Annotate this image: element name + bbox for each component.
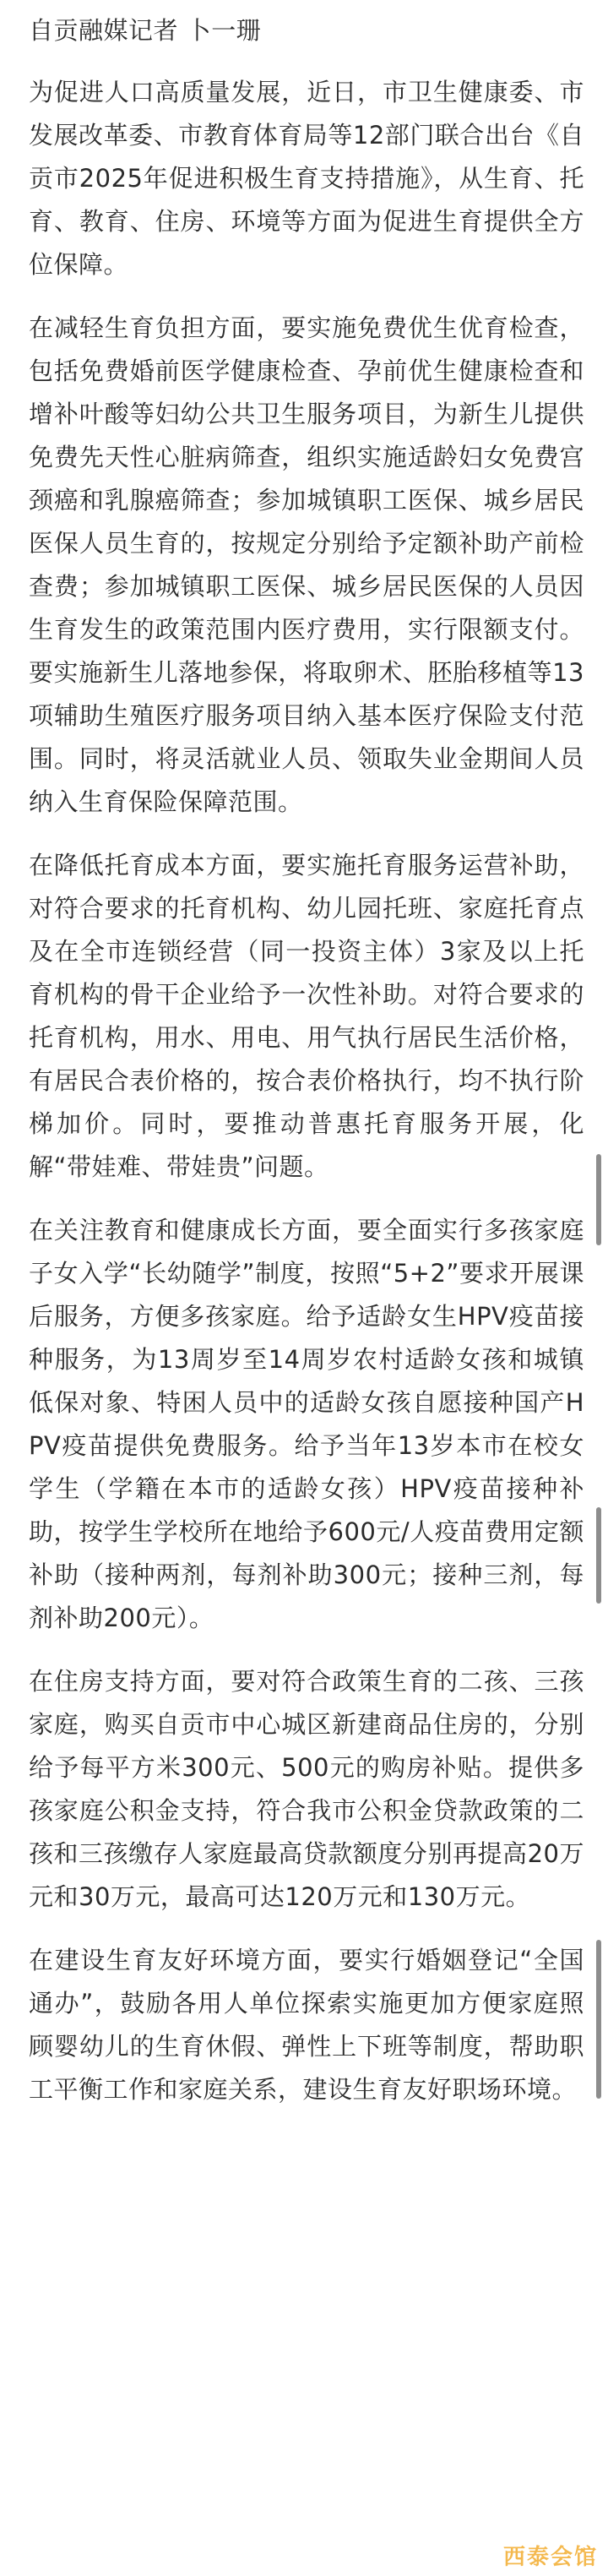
scroll-indicator[interactable]	[596, 1154, 601, 1245]
scroll-indicator[interactable]	[596, 1507, 601, 1604]
article-paragraph-housing: 在住房支持方面，要对符合政策生育的二孩、三孩家庭，购买自贡市中心城区新建商品住房的，分别给予每平方米300元、500元的购房补贴。提供多孩家庭公积金支持，符合我市公积金贷款政策的二孩和三孩缴存人家庭最高贷款额度分别再提高20万元和30万元，最高可达120万元和130万元。	[29, 1667, 584, 1911]
article-paragraph-intro: 为促进人口高质量发展，近日，市卫生健康委、市发展改革委、市教育体育局等12部门联合出台《自贡市2025年促进积极生育支持措施》，从生育、托育、教育、住房、环境等方面为促进生育提供全方位保障。	[29, 78, 584, 279]
article-paragraph-childcare-cost: 在降低托育成本方面，要实施托育服务运营补助，对符合要求的托育机构、幼儿园托班、家庭托育点及在全市连锁经营（同一投资主体）3家及以上托育机构的骨干企业给予一次性补助。对符合要求的托育机构，用水、用电、用气执行居民生活价格，有居民合表价格的，按合表价格执行，均不执行阶梯加价。同时，要推动普惠托育服务开展，化解“带娃难、带娃贵”问题。	[29, 851, 584, 1181]
article-paragraph-birth-burden: 在减轻生育负担方面，要实施免费优生优育检查，包括免费婚前医学健康检查、孕前优生健康检查和增补叶酸等妇幼公共卫生服务项目，为新生儿提供免费先天性心脏病筛查，组织实施适龄妇女免费宫颈癌和乳腺癌筛查；参加城镇职工医保、城乡居民医保人员生育的，按规定分别给予定额补助产前检查费；参加城镇职工医保、城乡居民医保的人员因生育发生的政策范围内医疗费用，实行限额支付。要实施新生儿落地参保，将取卵术、胚胎移植等13项辅助生殖医疗服务项目纳入基本医疗保险支付范围。同时，将灵活就业人员、领取失业金期间人员纳入生育保险保障范围。	[29, 313, 584, 816]
watermark-logo: 西泰会馆	[502, 2545, 598, 2570]
scroll-indicator[interactable]	[596, 1940, 601, 2099]
article-paragraph-education-health: 在关注教育和健康成长方面，要全面实行多孩家庭子女入学“长幼随学”制度，按照“5+2”要求开展课后服务，方便多孩家庭。给予适龄女生HPV疫苗接种服务，为13周岁至14周岁农村适龄女孩和城镇低保对象、特困人员中的适龄女孩自愿接种国产HPV疫苗提供免费服务。给予当年13岁本市在校女学生（学籍在本市的适龄女孩）HPV疫苗接种补助，按学生学校所在地给予600元/人疫苗费用定额补助（接种两剂，每剂补助300元；接种三剂，每剂补助200元）。	[29, 1216, 584, 1632]
article-paragraph-friendly-environment: 在建设生育友好环境方面，要实行婚姻登记“全国通办”，鼓励各用人单位探索实施更加方便家庭照顾婴幼儿的生育休假、弹性上下班等制度，帮助职工平衡工作和家庭关系，建设生育友好职场环境。	[29, 1946, 584, 2104]
article-byline: 自贡融媒记者 卜一珊	[29, 16, 262, 45]
